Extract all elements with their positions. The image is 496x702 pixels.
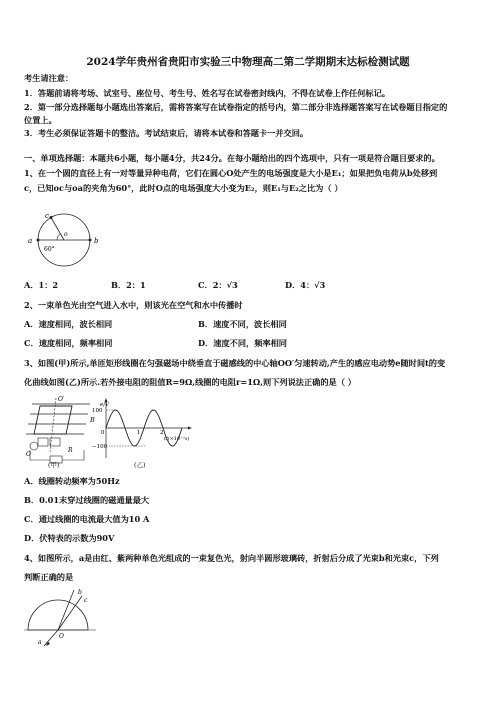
q3-stem-line1: 3、如图(甲)所示,单匝矩形线圈在匀强磁场中绕垂直于磁感线的中心轴OO′匀速转动,产生的感应电动势e随时间t的变 xyxy=(24,358,446,368)
q3-coil-figure xyxy=(20,394,100,468)
q2-option-b: B．速度不同，波长相同 xyxy=(198,319,287,329)
q3-xlabel: t/(×10⁻²s) xyxy=(164,436,190,442)
q2-option-c: C．速度相同，频率相同 xyxy=(24,338,113,348)
q4-label-o: O xyxy=(59,633,64,640)
exam-title: 2024学年贵州省贵阳市实验三中物理高二第二学期期末达标检测试题 xyxy=(86,56,410,68)
q3-caption-yi: (乙) xyxy=(134,461,146,469)
notice-heading: 考生请注意： xyxy=(24,73,74,83)
q1-label-angle: 60° xyxy=(44,246,55,253)
q1-label-a: a xyxy=(28,237,33,245)
q3-label-o1: O′ xyxy=(58,396,65,403)
section-heading: 一、单项选择题：本题共6小题，每小题4分，共24分。在每小题给出的四个选项中，只有一项是符合题目要求的。 xyxy=(24,153,440,163)
q3-stem-line2: 化曲线如图(乙)所示.若外接电阻的阻值R=9Ω,线圈的电阻r=1Ω,则下列说法正确的是（ ） xyxy=(24,377,356,387)
q1-option-d: D．4：√3 xyxy=(285,280,326,290)
q3-xtick-2: 2 xyxy=(160,430,164,436)
q1-option-a: A．1：2 xyxy=(24,280,59,290)
q3-label-b: B xyxy=(90,416,95,424)
q1-label-b: b xyxy=(94,237,99,245)
q4-stem-line1: 4、如图所示，a是由红、紫两种单色光组成的一束复色光，射向半圆形玻璃砖，折射后分成了光束b和光束c，下列 xyxy=(24,553,439,563)
q3-ytick-bottom: −100 xyxy=(92,444,108,450)
q1-option-c: C．2：√3 xyxy=(198,280,238,290)
q3-xtick-1: 1 xyxy=(137,430,141,436)
q2-option-d: D．速度不同，频率相同 xyxy=(198,338,287,348)
q3-origin: 0 xyxy=(101,430,105,436)
q4-label-c: c xyxy=(84,597,88,604)
q3-ytick-top: 100 xyxy=(92,408,103,414)
q3-option-a: A．线圈转动频率为50Hz xyxy=(24,476,120,486)
q1-label-c: c xyxy=(45,212,49,220)
q3-emf-graph xyxy=(92,396,196,462)
q4-label-a: a xyxy=(38,639,42,646)
q3-option-d: D．伏特表的示数为90V xyxy=(24,533,115,543)
q2-stem: 2、一束单色光由空气进入水中，则该光在空气和水中传播时 xyxy=(24,300,243,310)
notice-item-1: 1．答题前请将考场、试室号、座位号、考生号、姓名写在试卷密封线内，不得在试卷上作任何标记。 xyxy=(24,88,390,98)
q1-stem-line2: c，已知oc与oa的夹角为60°，此时O点的电场强度大小变为E₂，则E₁与E₂之比为（ ） xyxy=(24,183,343,193)
q1-stem-line1: 1、在一个圆的直径上有一对等量异种电荷，它们在圆心O处产生的电场强度是大小是E₁；如果把负电荷从b处移到 xyxy=(24,168,438,178)
q1-label-o: o xyxy=(64,231,68,238)
notice-item-3: 3．考生必须保证答题卡的整洁。考试结束后，请将本试卷和答题卡一并交回。 xyxy=(24,128,309,138)
q3-ylabel: e/V xyxy=(100,402,110,408)
q3-option-b: B．0.01末穿过线圈的磁通量最大 xyxy=(24,495,150,505)
q4-prism-figure xyxy=(22,586,102,648)
q3-label-r: R xyxy=(68,447,73,454)
q1-option-b: B．2：1 xyxy=(111,280,146,290)
q2-option-a: A．速度相同，波长相同 xyxy=(24,319,113,329)
notice-item-2-cont: 位置上。 xyxy=(24,115,57,125)
q3-label-o: O xyxy=(26,451,31,458)
notice-item-2: 2．第一部分选择题每小题选出答案后，需将答案写在试卷指定的括号内，第二部分非选择题答案写在试卷题目指定的 xyxy=(24,102,448,112)
q1-circle-figure xyxy=(18,212,110,268)
q4-stem-line2: 判断正确的是 xyxy=(24,572,74,582)
q3-caption-jia: (甲) xyxy=(48,461,60,469)
q4-label-b: b xyxy=(78,589,82,596)
q3-option-c: C．通过线圈的电流最大值为10 A xyxy=(24,514,150,524)
